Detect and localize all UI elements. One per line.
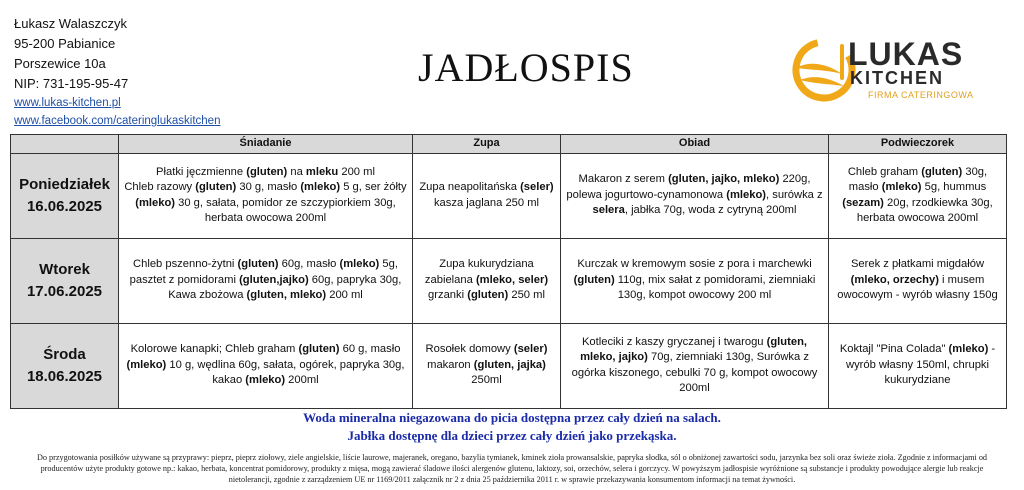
company-postal: 95-200 Pabianice [14,36,116,51]
meal-cell-breakfast: Chleb pszenno-żytni (gluten) 60g, masło (mleko) 5g, pasztet z pomidorami (gluten,jajko) 60g, papryka 30g, Kawa zbożowa (gluten, mleko) 200 ml [119,238,413,323]
facebook-link[interactable]: www.facebook.com/cateringlukaskitchen [14,115,221,127]
logo [788,30,988,110]
day-cell [11,238,119,323]
page-title: JADŁOSPIS [418,45,634,90]
meal-cell-snack: Serek z płatkami migdałów (mleko, orzechy) i musem owocowym - wyrób własny 150g [829,238,1007,323]
meal-cell-lunch: Kotleciki z kaszy gryczanej i twarogu (gluten, mleko, jajko) 70g, ziemniaki 130g, Surówka z ogórka kiszonego, cebulki 70 g, kompot owocowy 200ml [561,323,829,408]
day-date: 17.06.2025 [26,282,103,300]
table-row [11,323,1007,408]
website-link[interactable]: www.lukas-kitchen.pl [14,97,121,109]
table-row [11,153,1007,238]
company-street: Porszewice 10a [14,56,106,71]
day-name: Poniedziałek [19,175,110,193]
apples-note: Jabłka dostępnę dla dzieci przez cały dzień jako przekąska. [347,428,677,443]
water-note: Woda mineralna niegazowana do picia dostępna przez cały dzień na salach. [303,410,721,425]
table-row [11,238,1007,323]
day-cell [11,153,119,238]
day-name: Wtorek [39,260,90,278]
col-header-soup: Zupa [413,135,561,154]
col-header-snack: Podwieczorek [829,135,1007,154]
meal-cell-soup: Zupa neapolitańska (seler) kasza jaglana 250 ml [413,153,561,238]
meal-cell-breakfast: Płatki jęczmienne (gluten) na mleku 200 ml Chleb razowy (gluten) 30 g, masło (mleko) 5 g, ser żółty (mleko) 30 g, sałata, pomidor ze szczypiorkiem 30g, herbata owocowa 200ml [119,153,413,238]
logo-word: LUKAS [848,36,964,72]
day-date: 16.06.2025 [26,197,103,215]
meal-cell-soup: Rosołek domowy (seler) makaron (gluten, jajka) 250ml [413,323,561,408]
header-corner [11,135,119,154]
meal-cell-lunch: Makaron z serem (gluten, jajko, mleko) 220g, polewa jogurtowo-cynamonowa (mleko), surówka z selera, jabłka 70g, woda z cytryną 200ml [561,153,829,238]
menu-table [10,134,1007,409]
meal-cell-breakfast: Kolorowe kanapki; Chleb graham (gluten) 60 g, masło (mleko) 10 g, wędlina 60g, sałata, ogórek, papryka 30g, kakao (mleko) 200ml [119,323,413,408]
meal-cell-snack: Koktajl "Pina Colada" (mleko) - wyrób własny 150ml, chrupki kukurydziane [829,323,1007,408]
meal-cell-lunch: Kurczak w kremowym sosie z pora i marchewki (gluten) 110g, mix sałat z pomidorami, ziemniaki 130g, kompot owocowy 200 ml [561,238,829,323]
day-name: Środa [43,345,86,363]
allergen-footer: Do przygotowania posiłków używane są przyprawy: pieprz, pieprz ziołowy, ziele angielskie, liście laurowe, majeranek, oregano, bazylia tymianek, kminek zioła prowansalskie, papryka słodka, sól o obniżonej zawartości sodu, jarzynka bez soli oraz świeże zioła. Zgodnie z informacjami od producentów użyte produkty gotowe np.: kakao, herbata, koncentrat pomidorowy, produkty z mięsa, mogą zawierać śladowe ilości alergenów glutenu, laktozy, soi, orzechów, selera i gorczycy. W powyższym jadłospisie wyróżnione są substancje i produkty powodujące alergie lub reakcje nietolerancji, zgodnie z zarządzeniem UE nr 1169/2011 załącznik nr 2 z dnia 25 października 2011 r. w sprawie przekazywania konsumentom informacji na temat żywności. [36,453,988,484]
logo-subtitle: FIRMA CATERINGOWA [868,90,974,100]
header-row [11,135,1007,154]
logo-word2: KITCHEN [850,68,944,88]
meal-cell-soup: Zupa kukurydziana zabielana (mleko, seler) grzanki (gluten) 250 ml [413,238,561,323]
company-info [14,14,220,130]
col-header-lunch: Obiad [561,135,829,154]
day-cell [11,323,119,408]
day-date: 18.06.2025 [26,367,103,385]
col-header-breakfast: Śniadanie [119,135,413,154]
meal-cell-snack: Chleb graham (gluten) 30g, masło (mleko) 5g, hummus (sezam) 20g, rzodkiewka 30g, herbata owocowa 200ml [829,153,1007,238]
company-nip: NIP: 731-195-95-47 [14,76,129,91]
company-name: Łukasz Walaszczyk [14,16,127,31]
